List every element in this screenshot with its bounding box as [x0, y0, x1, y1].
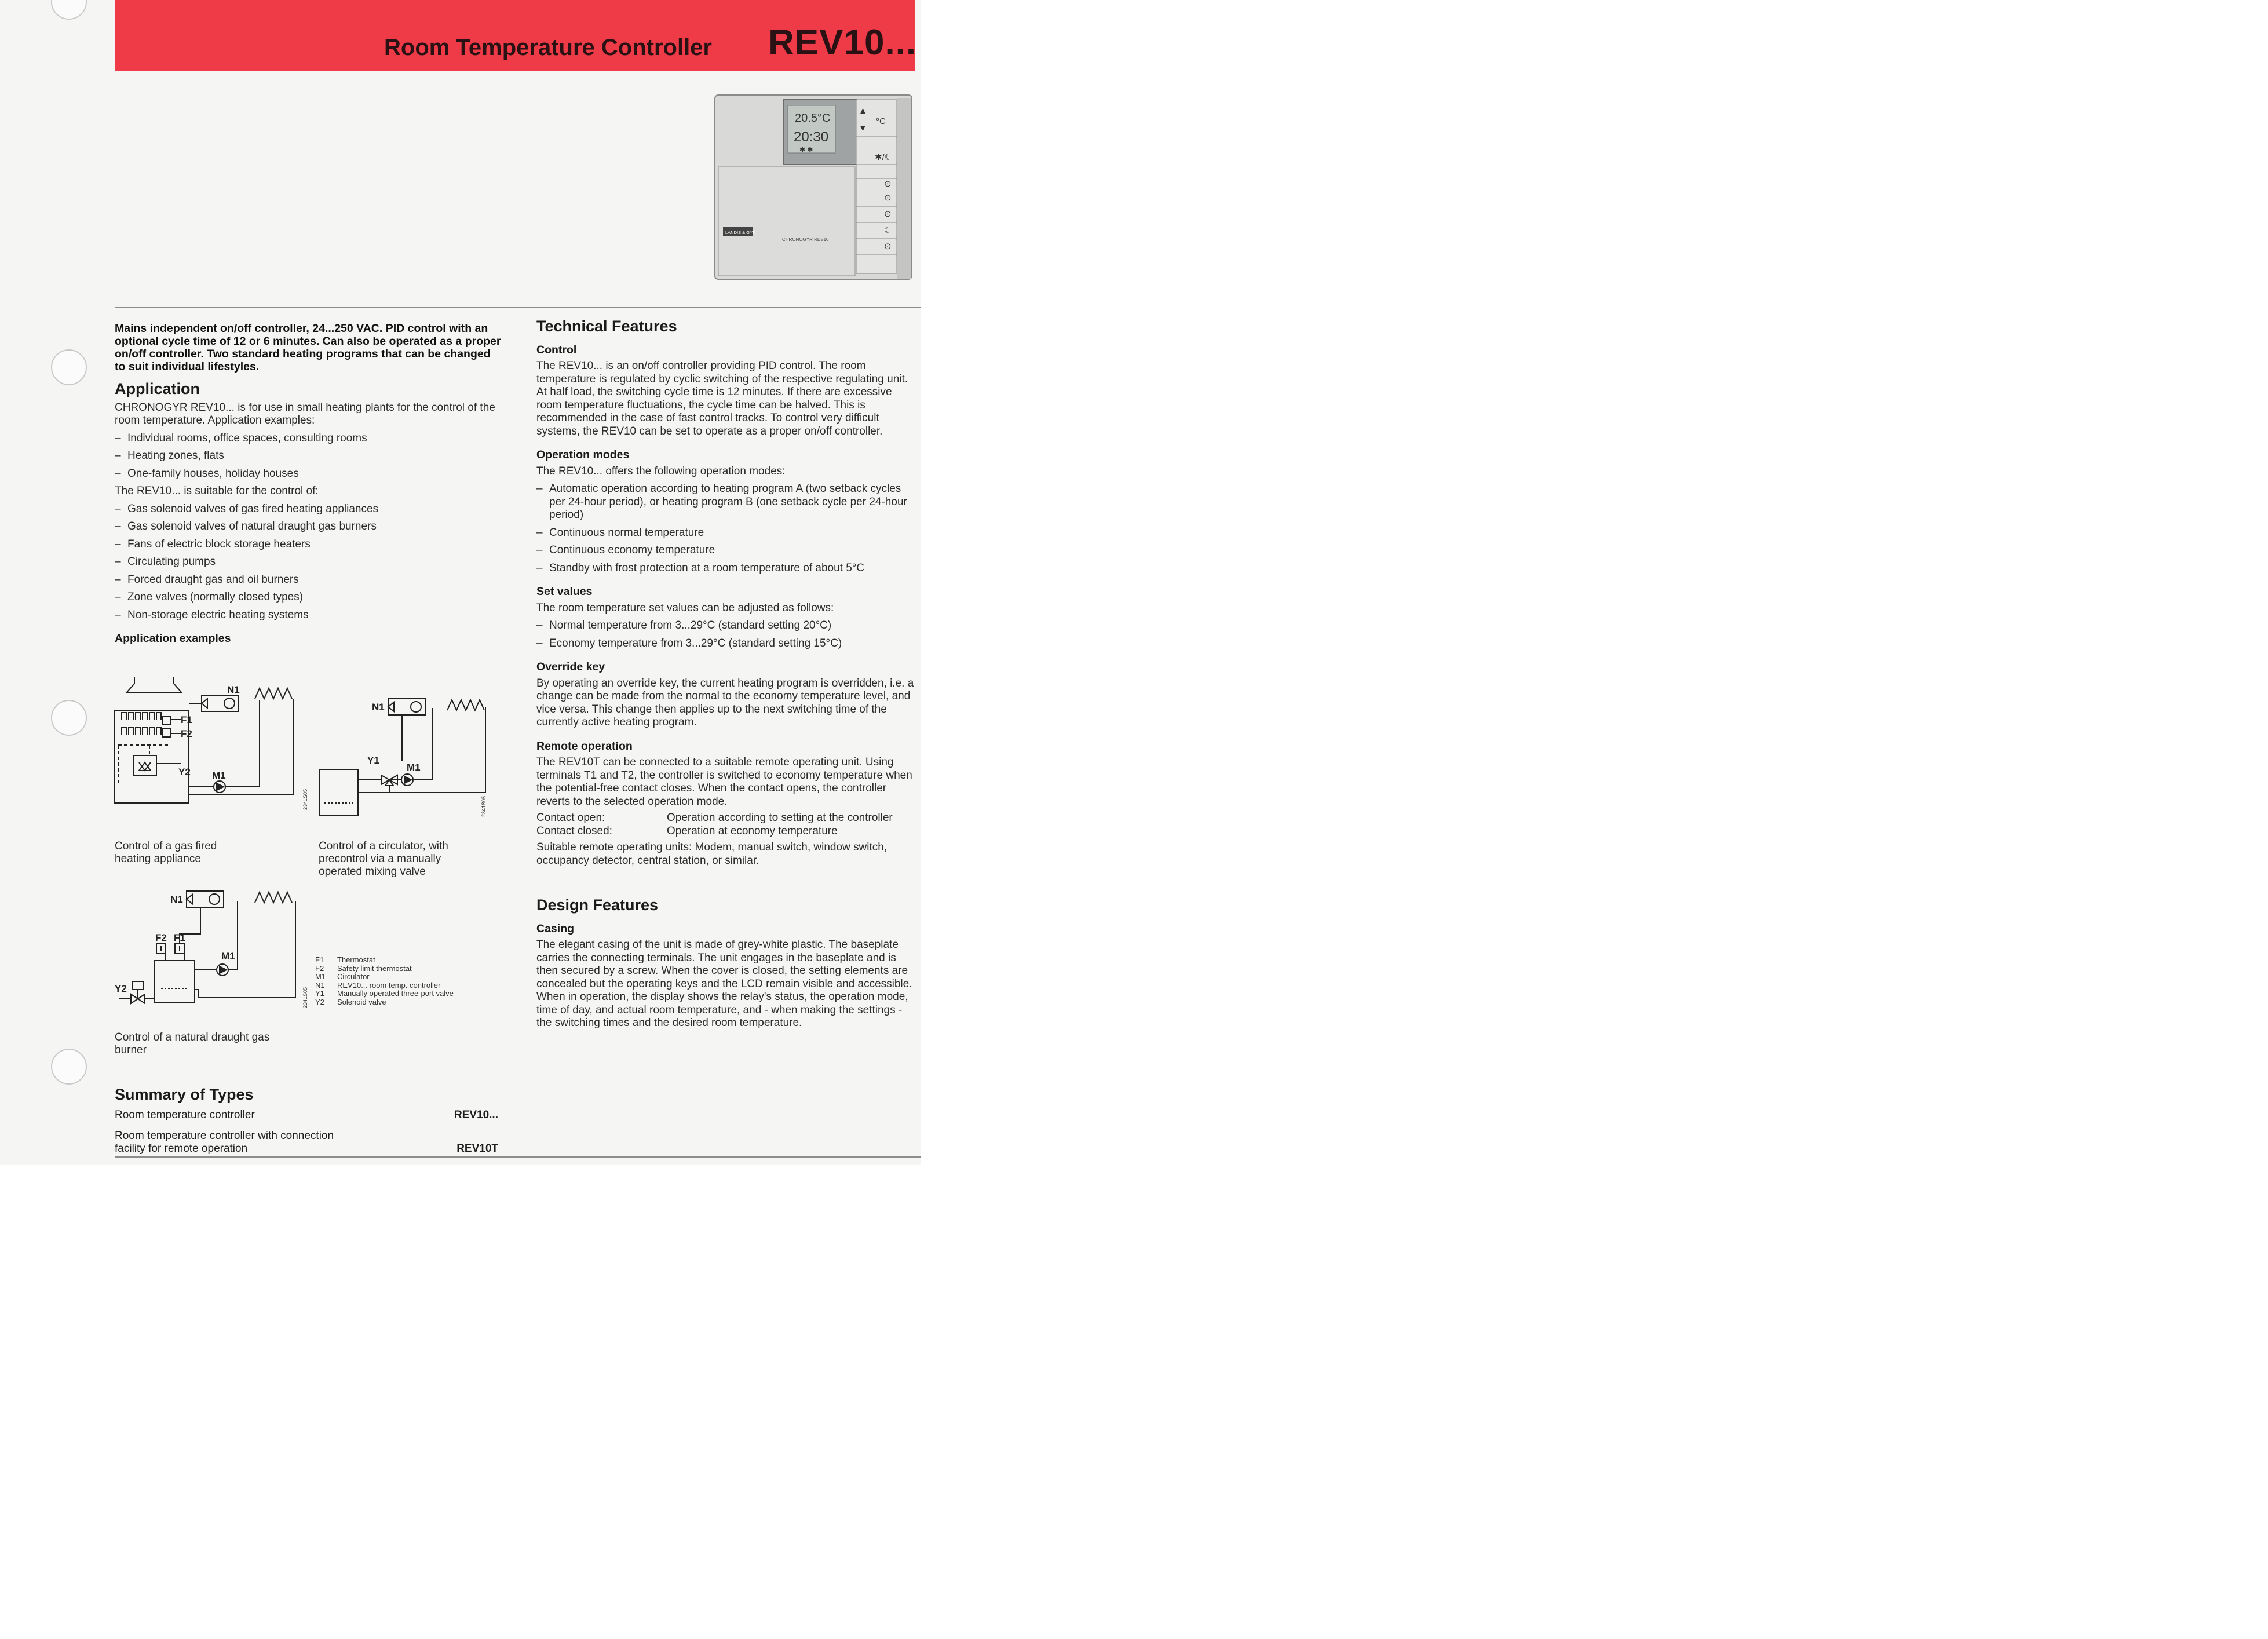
- bottom-divider: [115, 1156, 921, 1158]
- binder-hole: [51, 0, 87, 20]
- key-mode-icon: ✱/☾: [875, 152, 893, 162]
- summary-heading: Summary of Types: [115, 1086, 254, 1103]
- top-divider: [115, 307, 921, 308]
- diagram-natural-draught-burner: [114, 885, 311, 1024]
- device-cover: [718, 167, 855, 276]
- casing-heading: Casing: [536, 922, 575, 935]
- binder-hole: [51, 1049, 87, 1085]
- design-features-heading: Design Features: [536, 896, 659, 914]
- normal-temp-icon: ⊙: [884, 209, 892, 219]
- list-item: – Continuous normal temperature: [536, 527, 915, 540]
- control-heading: Control: [536, 343, 577, 356]
- device-photo: [713, 93, 921, 284]
- model-label: CHRONOGYR REV10: [782, 237, 829, 242]
- key-down-icon: ▼: [859, 123, 867, 133]
- svg-text:F2: F2: [181, 728, 192, 739]
- diagram-circulator-mixing-valve: [317, 693, 497, 838]
- lcd-time: 20:30: [794, 129, 829, 145]
- svg-text:M1: M1: [212, 770, 226, 781]
- datasheet-page: [0, 0, 921, 1165]
- list-item: – One-family houses, holiday houses: [115, 468, 502, 481]
- table-row: Room temperature controller REV10...: [115, 1109, 498, 1121]
- table-row: Room temperature controller with connection facility for remote operation REV10T: [115, 1130, 498, 1155]
- list-item: – Normal temperature from 3...29°C (standard setting 20°C): [536, 619, 915, 633]
- svg-text:F2: F2: [155, 932, 167, 943]
- binder-hole: [51, 700, 87, 736]
- lcd-marks: ✱ ✱: [799, 145, 813, 154]
- svg-text:F1: F1: [181, 714, 192, 725]
- list-item: – Non-storage electric heating systems: [115, 609, 502, 622]
- list-item: – Continuous economy temperature: [536, 544, 915, 557]
- svg-text:Y2: Y2: [178, 766, 191, 777]
- lcd-temperature: 20.5°C: [795, 112, 831, 125]
- caption-natural-draught: Control of a natural draught gas burner: [115, 1031, 270, 1056]
- key-up-icon: ▲: [859, 106, 867, 116]
- svg-text:LANDIS & GYR: LANDIS & GYR: [725, 230, 756, 235]
- page-title: Room Temperature Controller: [384, 35, 712, 60]
- right-column: Technical Features Control The REV10... is an on/off controller providing PID control. The room temperature is regulated by cyclic switching of the respective regulating unit. At half load, the switching cycle time is 12 minutes. If there are excessive room temperature fluctuations, the cycle time can be halved. This is recommended in the case of fast control tracks. To control very difficult systems, the REV10 can be set to operate as a proper on/off controller. Operation modes The REV10... offers the following operation modes: – Automatic operation according to heating program A (two setback cycles per 24-hour period), or heating program B (one setback cycle per 24-hour period) – Continuous normal temperature – Continuous economy temperature – Standby with frost protection at a room temperature of about 5°C Set values The room temperature set values can be adjusted as follows: – Normal temperature from 3...29°C (standard setting 20°C) – Economy temperature from 3...29°C (standard setting 15°C) Override key By operating an override key, the current heating program is overridden, i.e. a change can be made from the normal to the economy temperature level, and vice versa. This change then applies up to the next switching time of the currently active heating program. Remote operation The REV10T can be connected to a suitable remote operating unit. Using terminals T1 and T2, the controller is switched to economy temperature when the potential-free contact closes. When the contact opens, the controller reverts to the selected operation mode. Contact open: Operation according to setting at the controller Contact closed: Operation at economy temperature Suitable remote operating units: Modem, manual switch, window switch, occupancy detector, central station, or similar. Design Features Casing The elegant casing of the unit is made of grey-white plastic. The baseplate carries the connecting terminals. The unit engages in the baseplate and is then secured by a screw. When the cover is closed, the setting elements are concealed but the operating keys and the LCD remain visible and accessible. When in operation, the display shows the relay's status, the operation mode, time of day, and actual room temperature, and - when making the settings - the switching times and the desired room temperature.: [536, 317, 915, 1030]
- override-key-heading: Override key: [536, 660, 605, 673]
- list-item: – Gas solenoid valves of natural draught gas burners: [115, 520, 502, 534]
- contact-open-row: Contact open: Operation according to setting at the controller: [536, 812, 893, 824]
- svg-text:N1: N1: [372, 702, 385, 713]
- list-item: – Forced draught gas and oil burners: [115, 574, 502, 587]
- application-intro: CHRONOGYR REV10... is for use in small heating plants for the control of the room temperature. Application examples:: [115, 401, 495, 426]
- caption-circulator: Control of a circulator, with precontrol via a manually operated mixing valve: [319, 840, 448, 878]
- suitable-intro: The REV10... is suitable for the control of:: [115, 485, 319, 497]
- binder-hole: [51, 349, 87, 385]
- examples-heading: Application examples: [115, 632, 231, 645]
- list-item: – Gas solenoid valves of gas fired heating appliances: [115, 503, 502, 516]
- svg-text:Y1: Y1: [367, 755, 379, 766]
- set-values-heading: Set values: [536, 585, 593, 598]
- left-column: [115, 322, 502, 649]
- svg-text:M1: M1: [407, 762, 421, 773]
- application-heading: Application: [115, 380, 200, 397]
- list-item: – Economy temperature from 3...29°C (standard setting 15°C): [536, 637, 915, 651]
- summary-of-types: [115, 1088, 498, 1163]
- lead-paragraph: Mains independent on/off controller, 24...250 VAC. PID control with an optional cycle time of 12 or 6 minutes. Can also be operated as a proper on/off controller. Two standard heating programs that can be changed to suit individual lifestyles.: [115, 322, 501, 373]
- svg-text:N1: N1: [227, 684, 240, 695]
- svg-text:F1: F1: [174, 932, 185, 943]
- header-banner: [115, 0, 915, 71]
- list-item: – Automatic operation according to heating program A (two setback cycles per 24-hour period), or heating program B (one setback cycle per 24-hour period): [536, 483, 915, 522]
- list-item: – Zone valves (normally closed types): [115, 591, 502, 604]
- control-text: The REV10... is an on/off controller providing PID control. The room temperature is regulated by cyclic switching of the respective regulating unit. At half load, the switching cycle time is 12 minutes. If there are excessive room temperature fluctuations, the cycle time can be halved. This is recommended in the case of fast control tracks. To control very difficult systems, the REV10 can be set to operate as a proper on/off controller.: [536, 360, 908, 437]
- standby-icon: ⊙: [884, 242, 892, 251]
- svg-text:2341S05: 2341S05: [302, 987, 308, 1008]
- svg-text:M1: M1: [221, 951, 235, 962]
- svg-text:Y2: Y2: [115, 983, 127, 994]
- contact-closed-row: Contact closed: Operation at economy temperature: [536, 824, 838, 837]
- diagram-legend: F1 Thermostat F2 Safety limit thermostat M1 Circulator N1 REV10... room temp. controller Y1 Manually operated three-port valve Y2 Solenoid valve: [315, 955, 454, 1006]
- diagram-gas-fired-appliance: [114, 677, 311, 839]
- svg-text:N1: N1: [170, 894, 183, 905]
- key-celsius: °C: [876, 116, 886, 126]
- program-b-icon: ⊙: [884, 193, 892, 203]
- product-code: REV10...: [768, 23, 917, 63]
- technical-features-heading: Technical Features: [536, 317, 677, 335]
- list-item: – Individual rooms, office spaces, consulting rooms: [115, 432, 502, 446]
- economy-icon: ☾: [884, 225, 892, 235]
- remote-operation-heading: Remote operation: [536, 739, 633, 753]
- list-item: – Fans of electric block storage heaters: [115, 538, 502, 552]
- caption-gas-fired: Control of a gas fired heating appliance: [115, 840, 217, 865]
- operation-modes-heading: Operation modes: [536, 448, 630, 461]
- list-item: – Standby with frost protection at a room temperature of about 5°C: [536, 562, 915, 575]
- svg-text:2341S05: 2341S05: [481, 795, 487, 817]
- list-item: – Heating zones, flats: [115, 450, 502, 463]
- list-item: – Circulating pumps: [115, 556, 502, 569]
- program-a-icon: ⊙: [884, 179, 892, 189]
- svg-text:2341S05: 2341S05: [302, 789, 308, 810]
